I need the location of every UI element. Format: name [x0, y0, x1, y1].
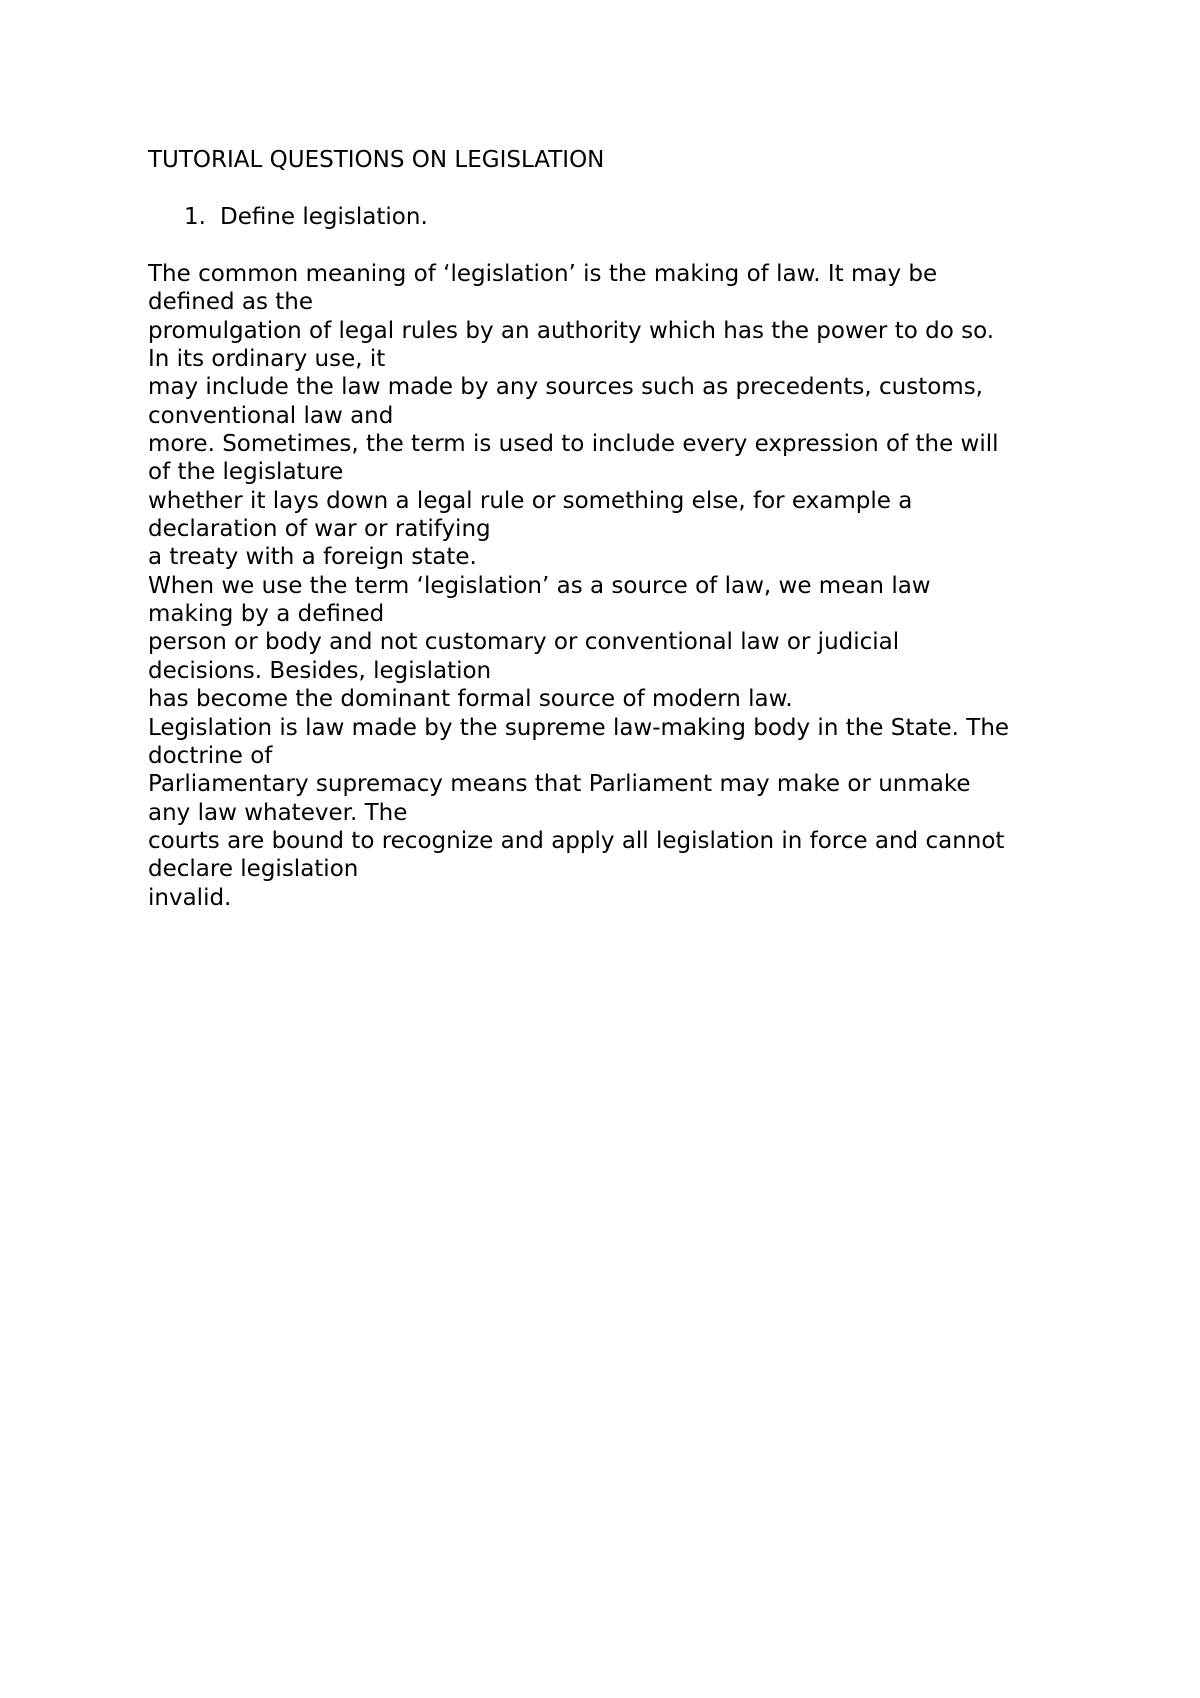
text-line: making by a defined — [148, 601, 385, 628]
text-line: Legislation is law made by the supreme law-making body in the State. The — [148, 714, 1010, 741]
question-number: 1. — [184, 204, 206, 230]
text-line: conventional law and — [148, 402, 394, 429]
text-line: whether it lays down a legal rule or something else, for example a — [148, 487, 913, 514]
text-line: invalid. — [148, 884, 232, 911]
text-line: more. Sometimes, the term is used to include every expression of the will — [148, 431, 999, 458]
text-line: When we use the term ‘legislation’ as a source of law, we mean law — [148, 572, 931, 599]
text-line: a treaty with a foreign state. — [148, 544, 477, 571]
text-line: may include the law made by any sources such as precedents, customs, — [148, 374, 983, 401]
text-line: promulgation of legal rules by an authority which has the power to do so. — [148, 317, 995, 344]
text-line: any law whatever. The — [148, 799, 408, 826]
text-line: courts are bound to recognize and apply all legislation in force and cannot — [148, 827, 1005, 854]
text-line: Parliamentary supremacy means that Parliament may make or unmake — [148, 771, 971, 798]
question-text: Define legislation. — [220, 204, 428, 230]
answer-body — [148, 260, 1108, 912]
text-line: person or body and not customary or conventional law or judicial — [148, 629, 900, 656]
text-line: declare legislation — [148, 856, 359, 883]
text-line: In its ordinary use, it — [148, 346, 386, 373]
text-line: doctrine of — [148, 742, 273, 769]
question-item — [184, 203, 428, 231]
text-line: The common meaning of ‘legislation’ is the making of law. It may be — [148, 261, 938, 287]
document-title: TUTORIAL QUESTIONS ON LEGISLATION — [148, 147, 605, 173]
text-line: declaration of war or ratifying — [148, 516, 491, 543]
text-line: defined as the — [148, 289, 314, 316]
text-line: of the legislature — [148, 459, 344, 486]
text-line: decisions. Besides, legislation — [148, 657, 492, 684]
text-line: has become the dominant formal source of modern law. — [148, 686, 793, 713]
